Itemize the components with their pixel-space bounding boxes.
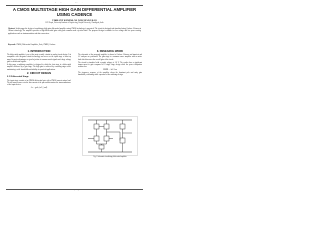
equation-gain: Av = gm1 (ro2 || ro4) [30, 87, 48, 90]
paper-page [0, 0, 149, 198]
subsection-heading-differential: 2.1 Differential Stage [7, 75, 29, 78]
keywords-label: Keywords: [8, 44, 16, 46]
affiliation: ECE Deptt., University Institute of Engineering, Panjab University, Chandigarh, India [45, 22, 104, 24]
section-heading-research: 3. RESEARCH WORK [96, 50, 124, 53]
abstract [8, 28, 141, 35]
keywords [8, 44, 141, 46]
section-heading-design: 2. CIRCUIT DESIGN [26, 71, 52, 75]
header-rule [6, 5, 143, 6]
paper-title: A CMOS MULTISTAGE HIGH GAIN DIFFERENTIAL AMPLIFIER USING CADENCE [12, 7, 137, 18]
abstract-text: In this paper the design of a multistage high gain differential amplifier using CMOS technology is presented. The circuit is designed and simulated using Cadence Virtuoso at 180nm technology. The amplifier provides a high differential gain with good common mode rejection ratio. The proposed design is suitable for low voltage and low power analog applications such as instrumentation and data conversion. [8, 28, 141, 35]
left-column [7, 50, 71, 90]
section-heading-introduction: 1. INTRODUCTION [27, 50, 51, 53]
circuit-schematic-figure [82, 116, 138, 156]
page-footer: www.ijert.org [70, 190, 79, 191]
method-paragraph-3: The frequency response of the amplifier shows the dominant pole and unity gain bandwidth, confirming stable operation of the multistage design. [78, 72, 142, 77]
method-paragraph-2: The circuit is simulated with a supply voltage of 1.8 V. The results show a significant improvement in gain compared to a single stage design while the power dissipation remains low. [78, 61, 142, 69]
design-paragraph-1: The input stage consists of an NMOS differential pair with a PMOS current mirror load. The tail current source sets the bias current of the pair and determines the transconductance of the input devices. [7, 79, 71, 87]
method-paragraph-1: The schematic of the proposed amplifier is drawn in Cadence Virtuoso and transient and AC analyses are performed. The gain stage is a common source amplifier with an active load which increases the overall gain of the circuit. [78, 54, 142, 61]
equation-cmrr: CMRR = Ad / Acm [102, 69, 118, 72]
figure-caption: Fig. 1 Schematic of multistage differential amplifier [93, 157, 127, 158]
authors: VIKRANT KUMAR, M. NARAYANA RAO [52, 18, 97, 22]
keywords-text: CMOS, Differential Amplifier, Gain, CMRR, Cadence [16, 44, 56, 46]
intro-paragraph-2: In this paper a multistage amplifier is designed in which the first stage is a differential amplifier followed by a gain stage. The high gain is achieved by cascading stages while maintaining a wide bandwidth and stability for practical applications. [7, 64, 71, 71]
right-column [78, 50, 142, 77]
journal-header: International Journal of Engineering Research & Technology (IJERT) ISSN: 2278-0181 Vol. 1 Issue 5, July - 2012 [37, 2, 111, 3]
intro-paragraph-1: The differential amplifier is one of the most versatile circuits in analog circuit design. It is compatible with integrated circuit technology and serves as the input stage of most op amps. Its major advantages are good rejection of common mode signals and a large voltage gain for differential signals. [7, 54, 71, 63]
abstract-label: Abstract: [8, 28, 16, 30]
